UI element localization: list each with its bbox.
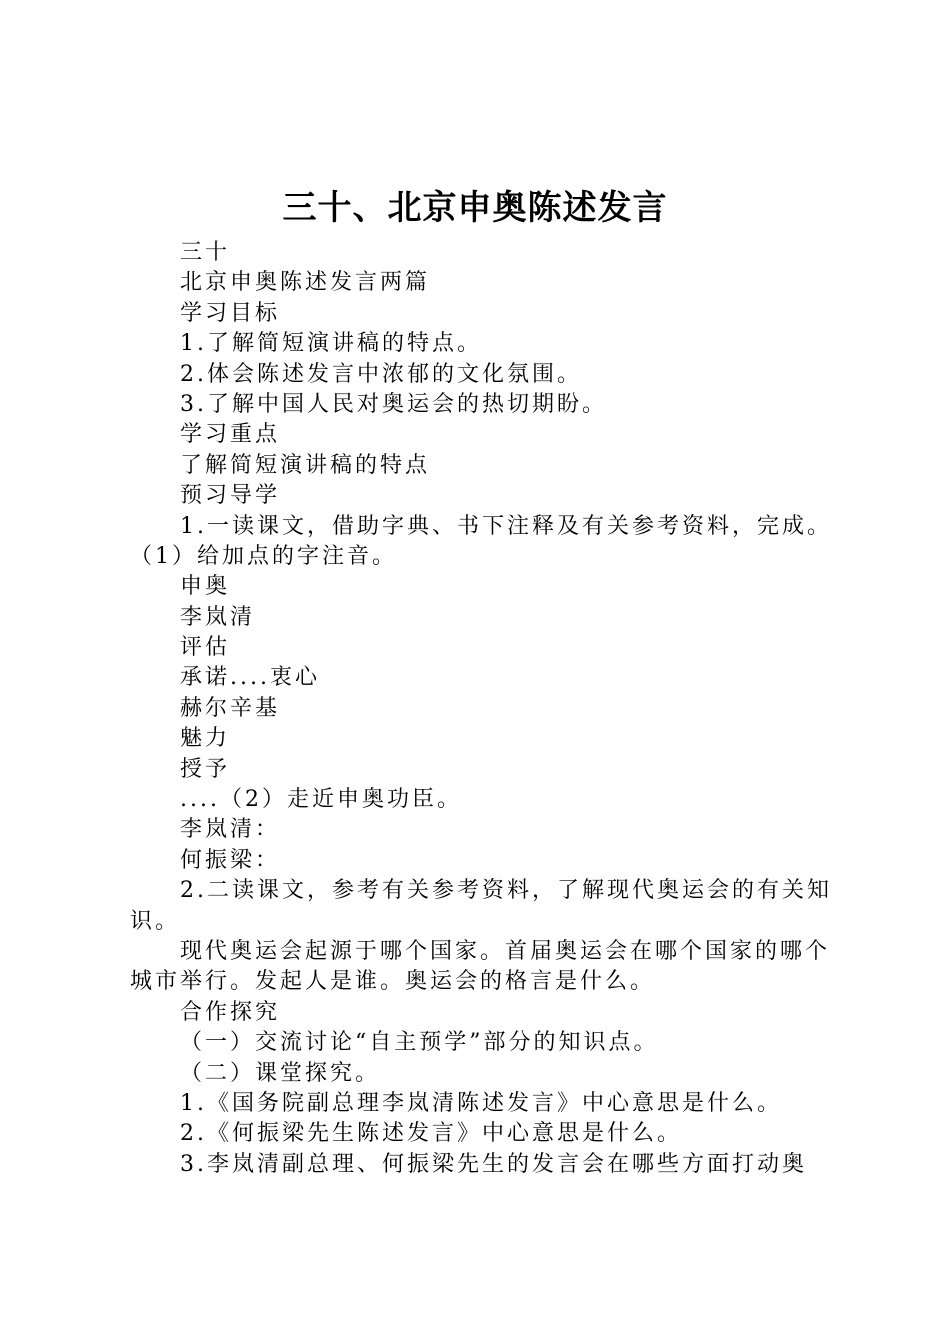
body-line: 授予 — [180, 756, 231, 782]
body-line: （1）给加点的字注音。 — [130, 543, 397, 569]
body-line: 何振梁： — [180, 847, 281, 873]
body-line: 了解简短演讲稿的特点 — [180, 452, 431, 478]
body-line: 1.了解简短演讲稿的特点。 — [180, 331, 482, 357]
body-line: 现代奥运会起源于哪个国家。首届奥运会在哪个国家的哪个城市举行。发起人是谁。奥运会的格言是什么。 — [130, 939, 831, 995]
body-line: 2.二读课文，参考有关参考资料，了解现代奥运会的有关知识。 — [130, 878, 832, 934]
body-line: 三十 — [180, 240, 231, 265]
body-line: 2.《何振梁先生陈述发言》中心意思是什么。 — [180, 1121, 682, 1147]
body-line: 李岚清： — [180, 817, 281, 843]
body-line: 承诺....衷心 — [180, 665, 320, 691]
body-line: 2.体会陈述发言中浓郁的文化氛围。 — [180, 361, 582, 387]
document-title: 三十、北京申奥陈述发言 — [282, 188, 668, 228]
body-line: 李岚清 — [180, 604, 256, 630]
body-line: 1.一读课文，借助字典、书下注释及有关参考资料，完成。 — [180, 513, 832, 539]
body-line: （一）交流讨论“自主预学”部分的知识点。 — [180, 1030, 659, 1056]
document-body — [130, 238, 850, 1180]
body-line: 魅力 — [180, 726, 231, 752]
body-line: 申奥 — [180, 574, 231, 600]
body-line: 3.李岚清副总理、何振梁先生的发言会在哪些方面打动奥 — [180, 1151, 807, 1177]
body-line: （二）课堂探究。 — [180, 1060, 381, 1086]
body-line: 学习重点 — [180, 422, 281, 448]
body-line: 学习目标 — [180, 300, 281, 326]
body-line: 评估 — [180, 635, 231, 661]
body-line: 3.了解中国人民对奥运会的热切期盼。 — [180, 391, 607, 417]
body-line: 赫尔辛基 — [180, 695, 281, 721]
body-line: 北京申奥陈述发言两篇 — [180, 270, 431, 296]
body-line: ....（2）走近申奥功臣。 — [180, 787, 462, 813]
body-line: 预习导学 — [180, 483, 281, 509]
body-line: 1.《国务院副总理李岚清陈述发言》中心意思是什么。 — [180, 1091, 782, 1116]
body-line: 合作探究 — [180, 999, 281, 1025]
